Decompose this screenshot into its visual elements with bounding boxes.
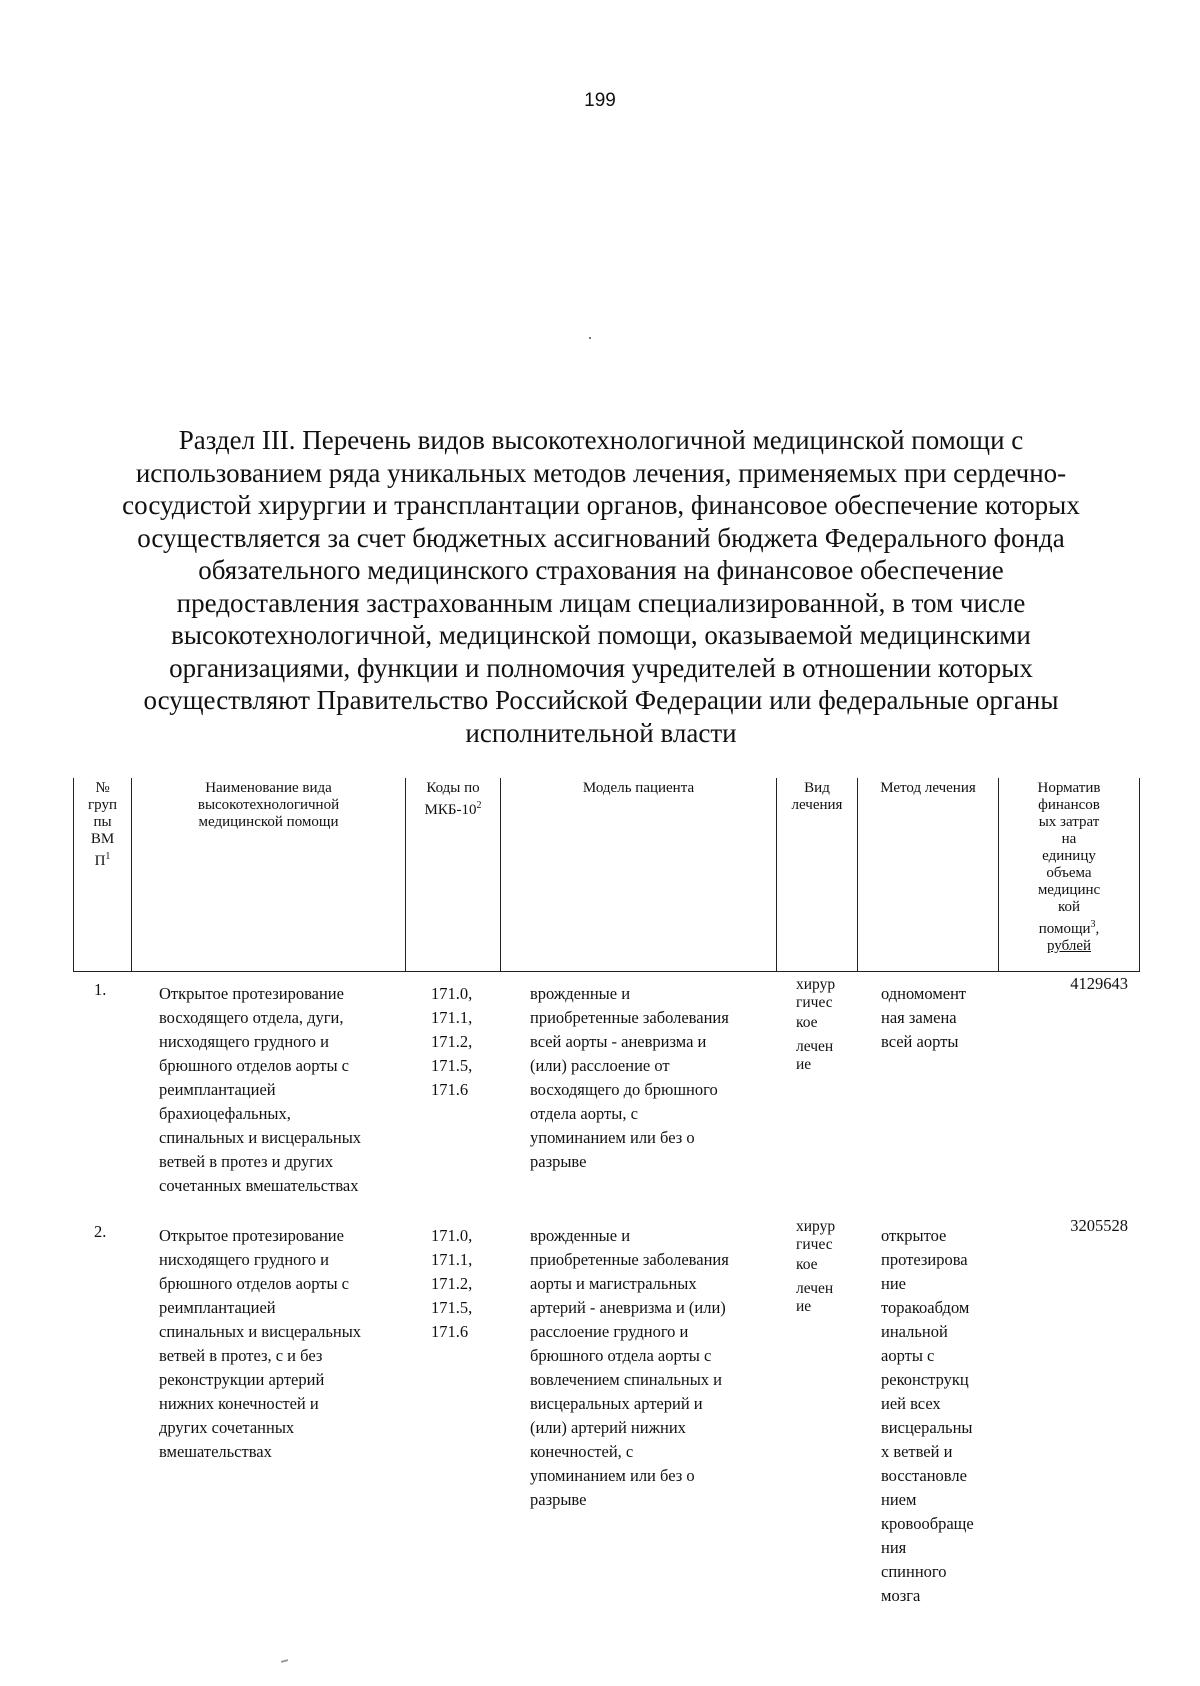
scan-speck <box>281 1659 288 1663</box>
section-title-line: осуществляется за счет бюджетных ассигнований бюджета Федерального фонда <box>137 522 1065 553</box>
header-treatment-type: Вид лечения <box>791 780 843 813</box>
row-treatment-type: хирур гичес кое лечен ие <box>796 976 836 1073</box>
column-divider <box>500 778 501 971</box>
header-financial-norm: Норматив финансов ых затрат на единицу объема медицинс кой помощи$^3$, рублей <box>1037 780 1101 954</box>
scan-speck <box>589 337 591 339</box>
section-title-line: использованием ряда уникальных методов лечения, применяемых при сердечно- <box>135 457 1067 488</box>
section-title-line: предоставления застрахованным лицам специализированной, в том числе <box>176 587 1026 618</box>
row-vmp-name: Открытое протезирование нисходящего грудного и брюшного отделов аорты с реимплантацией спинальных и висцеральных ветвей в протез, с и без реконструкции артерий нижних конечностей и других сочетанных вмешательствах <box>159 1226 362 1461</box>
row-number: 1. <box>94 980 107 999</box>
table-border-right <box>1139 778 1140 971</box>
section-title-line: осуществляют Правительство Российской Федерации или федеральные органы <box>143 685 1059 715</box>
row-icd-codes: 171.0, 171.1, 171.2, 171.5, 171.6 <box>431 1226 473 1341</box>
section-title-line: обязательного медицинского страхования на финансовое обеспечение <box>198 555 1004 585</box>
header-group-number: № груп пы ВМ $П^1$ <box>88 780 117 869</box>
row-patient-model: врожденные и приобретенные заболевания всей аорты - аневризма и (или) расслоение от восходящего до брюшного отдела аорты, с упоминанием или без о разрыве <box>530 984 729 1171</box>
column-divider <box>857 778 858 971</box>
section-title-line: высокотехнологичной, медицинской помощи, оказываемой медицинскими <box>171 620 1031 650</box>
section-title-line: организациями, функции и полномочия учредителей в отношении которых <box>169 652 1033 683</box>
row-number: 2. <box>94 1222 107 1241</box>
vmp-table <box>73 778 1140 1638</box>
header-bottom-rule <box>73 971 1140 972</box>
row-treatment-method: открытое протезирова ние торакоабдом инальной аорты с реконструкц ией всех висцеральны х ветвей и восстановле нием кровообраще ния спинного мозга <box>881 1226 974 1605</box>
header-treatment-method: Метод лечения <box>880 780 976 796</box>
section-title-line: сосудистой хирургии и трансплантации органов, финансовое обеспечение которых <box>122 490 1080 520</box>
section-title-line: Раздел III. Перечень видов высокотехнологичной медицинской помощи с <box>178 425 1024 455</box>
section-title-line: исполнительной власти <box>465 717 737 748</box>
row-treatment-type: хирур гичес кое лечен ие <box>796 1218 836 1315</box>
header-vmp-name: Наименование вида высокотехнологичной медицинской помощи <box>197 780 340 830</box>
header-patient-model: Модель пациента <box>582 780 695 796</box>
row-treatment-method: одномомент ная замена всей аорты <box>881 984 967 1051</box>
row-financial-norm: 3205528 <box>1070 1216 1128 1235</box>
section-title <box>70 424 1132 749</box>
row-patient-model: врожденные и приобретенные заболевания аорты и магистральных артерий - аневризма и (или) расслоение грудного и брюшного отдела аорты с вовлечением спинальных и висцеральных артерий и (или) артерий нижних конечностей, с упоминанием или без о разрыве <box>530 1226 729 1509</box>
row-financial-norm: 4129643 <box>1070 974 1128 993</box>
row-icd-codes: 171.0, 171.1, 171.2, 171.5, 171.6 <box>431 984 473 1099</box>
header-icd-codes: Коды по МКБ-$10^2$ <box>424 780 482 818</box>
row-vmp-name: Открытое протезирование восходящего отдела, дуги, нисходящего грудного и брюшного отделов аорты с реимплантацией брахиоцефальных, спинальных и висцеральных ветвей в протез и других сочетанных вмешательствах <box>159 984 362 1195</box>
page-number: 199 <box>584 90 616 111</box>
